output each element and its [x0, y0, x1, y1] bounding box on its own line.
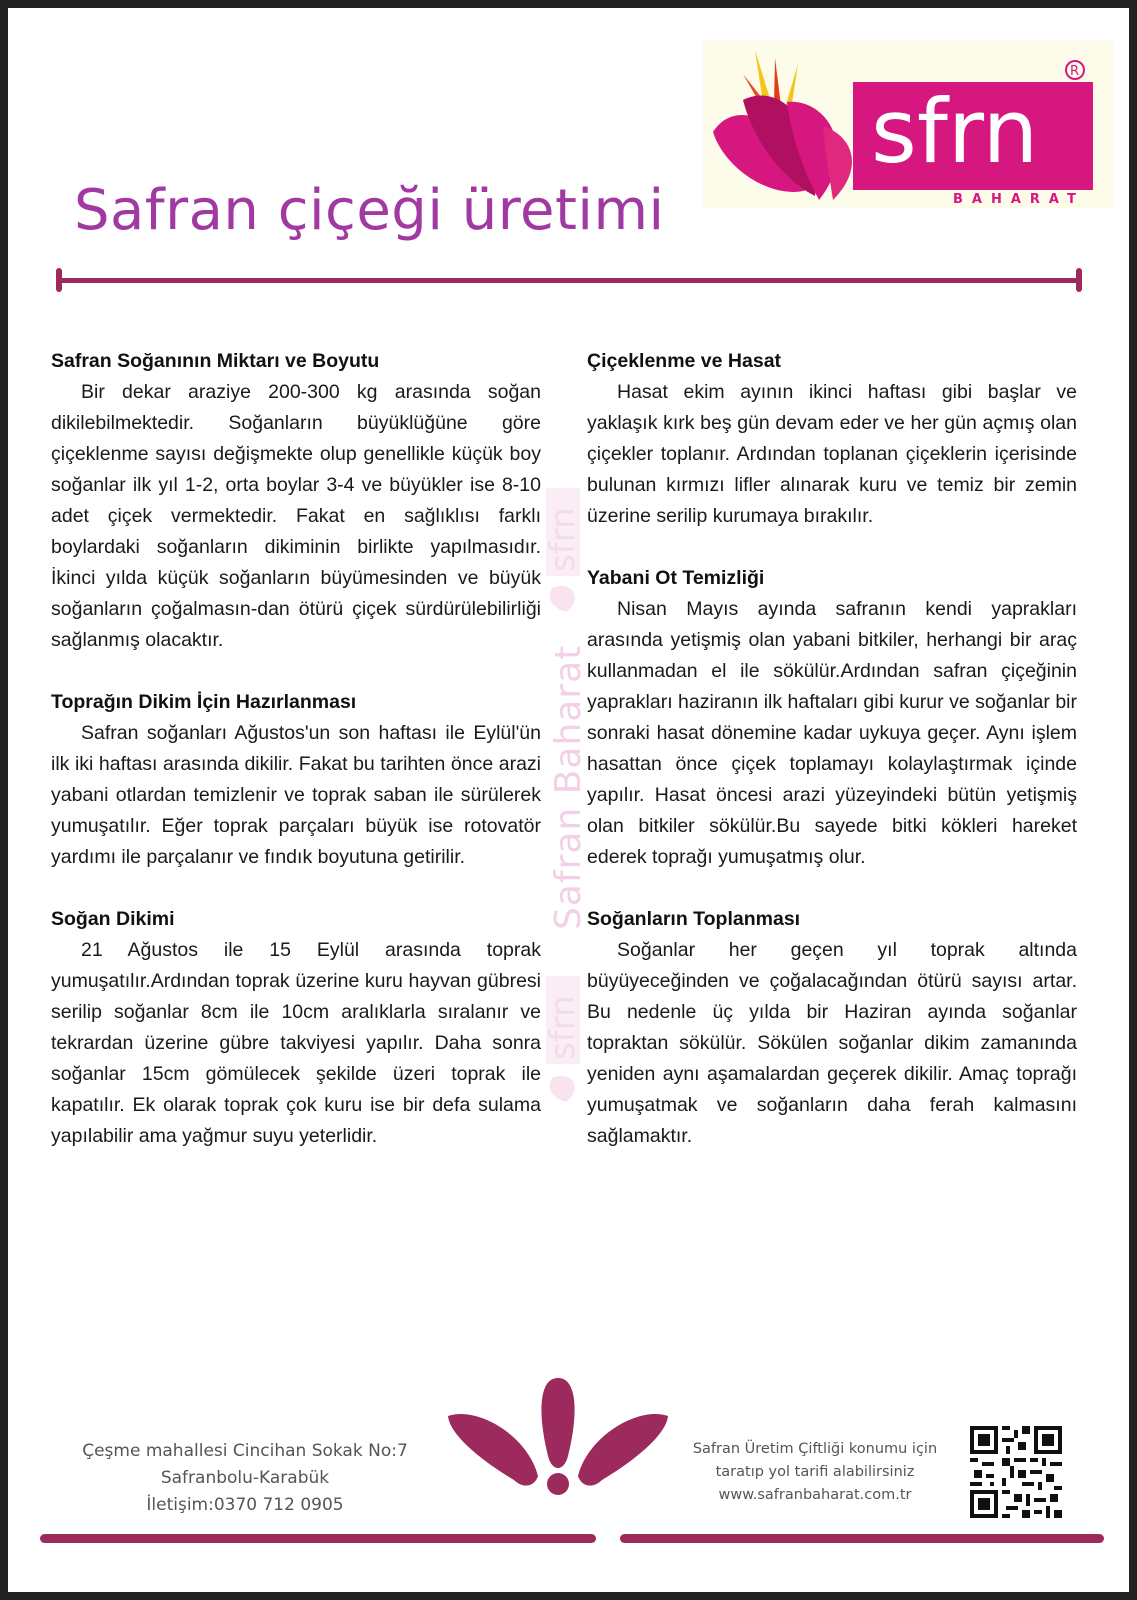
- watermark-brand-bottom: sfrn: [543, 995, 583, 1060]
- right-column: [587, 346, 1077, 1183]
- logo-brand-text: sfrn: [871, 80, 1039, 183]
- section-bulb-planting: [51, 904, 541, 1152]
- section-body: Soğanlar her geçen yıl toprak altında büyüyeceğinden ve çoğalacağından ötürü sayısı artar. Bu nedenle üç yılda bir Haziran ayında soğanlar topraktan sökülür. Sökülen soğanlar dikim zamanında yeniden aynı aşamalardan geçerek dikilir. Amaç toprağı yumuşatmak ve soğanların daha ferah kalmasını sağlamaktır.: [587, 939, 1077, 1147]
- section-heading: Toprağın Dikim İçin Hazırlanması: [51, 691, 357, 713]
- brand-logo: [703, 40, 1113, 208]
- section-heading: Yabani Ot Temizliği: [587, 567, 765, 589]
- section-body: 21 Ağustos ile 15 Eylül arasında toprak yumuşatılır.Ardından toprak üzerine kuru hayvan gübresi serilip soğanlar 8cm ile 10cm aralıklarla sıralanır ve tekrardan üzerine gübre takviyesi yapılır. Daha sonra soğanlar 15cm gömülecek şekilde üzeri toprak ile kapatılır. Ek olarak toprak çok kuru ise bir defa sulama yapılabilir ama yağmur suyu yeterlidir.: [51, 939, 541, 1147]
- footer-address: [60, 1438, 430, 1519]
- saffron-flower-icon: [703, 40, 1113, 208]
- section-bulb-collection: [587, 904, 1077, 1152]
- section-heading: Soğan Dikimi: [51, 908, 175, 930]
- registered-mark: R: [1070, 64, 1080, 79]
- address-line-2: Safranbolu-Karabük: [160, 1468, 330, 1488]
- website-link[interactable]: www.safranbaharat.com.tr: [718, 1487, 912, 1503]
- section-body: Hasat ekim ayının ikinci haftası gibi başlar ve yaklaşık kırk beş gün devam eder ve her gün açmış olan çiçekler toplanır. Ardından toplanan çiçeklerin içerisinde bulunan kırmızı lifler alınarak kuru ve temiz bir zemin üzerine serilip kurumaya bırakılır.: [587, 381, 1077, 527]
- section-soil-preparation: [51, 687, 541, 873]
- section-body: Bir dekar araziye 200-300 kg arasında soğan dikilebilmektedir. Soğanların büyüklüğüne göre çiçeklenme sayısı değişmekte olup genellikle küçük boy soğanlar ilk yıl 1-2, orta boylar 3-4 ve büyükler ise 8-10 adet çiçek vermektedir. Fakat en sağlıklısı farklı boylardaki soğanların dikiminin birlikte yapılmasıdır. İkinci yılda küçük soğanların büyümesinden ve büyük soğanların çoğalmasın-dan ötürü çiçek sürdürülebilirliği sağlanmış olacaktır.: [51, 381, 541, 651]
- section-heading: Soğanların Toplanması: [587, 908, 801, 930]
- watermark-text: Safran Baharat: [548, 644, 589, 930]
- address-line-1: Çeşme mahallesi Cincihan Sokak No:7: [82, 1441, 408, 1461]
- left-column: [51, 346, 541, 1183]
- section-heading: Çiçeklenme ve Hasat: [587, 350, 782, 372]
- title-divider: [54, 268, 1084, 292]
- qr-code-icon[interactable]: [970, 1426, 1062, 1518]
- page-title: Safran çiçeği üretimi: [74, 178, 665, 243]
- watermark-brand-top: sfrn: [543, 507, 583, 572]
- section-bulb-quantity: [51, 346, 541, 656]
- section-body: Nisan Mayıs ayında safranın kendi yaprakları arasında yetişmiş olan yabani bitkiler, herhangi bir araç kullanmadan el ile sökülür.Ardından safran çiçeğinin yaprakları haziranın ilk haftaları gibi kurur ve soğanlar bir sonraki hasat dönemine kadar uykuya geçer. Aynı işlem hasattan önce çiçek toplamayı kolaylaştırmak içinde yapılır. Hasat öncesi arazi yüzeyindeki bütün yetişmiş olan bitkiler sökülür.Bu sayede bitki kökleri hareket ederek toprağı yumuşatmış olur.: [587, 598, 1077, 868]
- qr-caption-line-1: Safran Üretim Çiftliği konumu için: [692, 1441, 938, 1457]
- logo-subtitle: BAHARAT: [953, 192, 1085, 207]
- document-page: [8, 8, 1129, 1592]
- section-body: Safran soğanları Ağustos'un son haftası ile Eylül'ün ilk iki haftası arasında dikilir. Fakat bu tarihten önce arazi yabani otlardan temizlenir ve toprak saban ile sürülerek yumuşatılır. Eğer toprak parçaları büyük ise rotovatör yardımı ile parçalanır ve fındık boyutuna getirilir.: [51, 722, 541, 868]
- section-weed-cleaning: [587, 563, 1077, 873]
- section-flowering-harvest: [587, 346, 1077, 532]
- contact-phone: İletişim:0370 712 0905: [146, 1495, 344, 1515]
- footer-qr-info: [670, 1438, 960, 1507]
- qr-caption-line-2: taratıp yol tarifi alabilirsiniz: [715, 1464, 915, 1480]
- footer-flower-icon: [438, 1376, 678, 1536]
- footer-divider: [40, 1528, 1104, 1548]
- section-heading: Safran Soğanının Miktarı ve Boyutu: [51, 350, 380, 372]
